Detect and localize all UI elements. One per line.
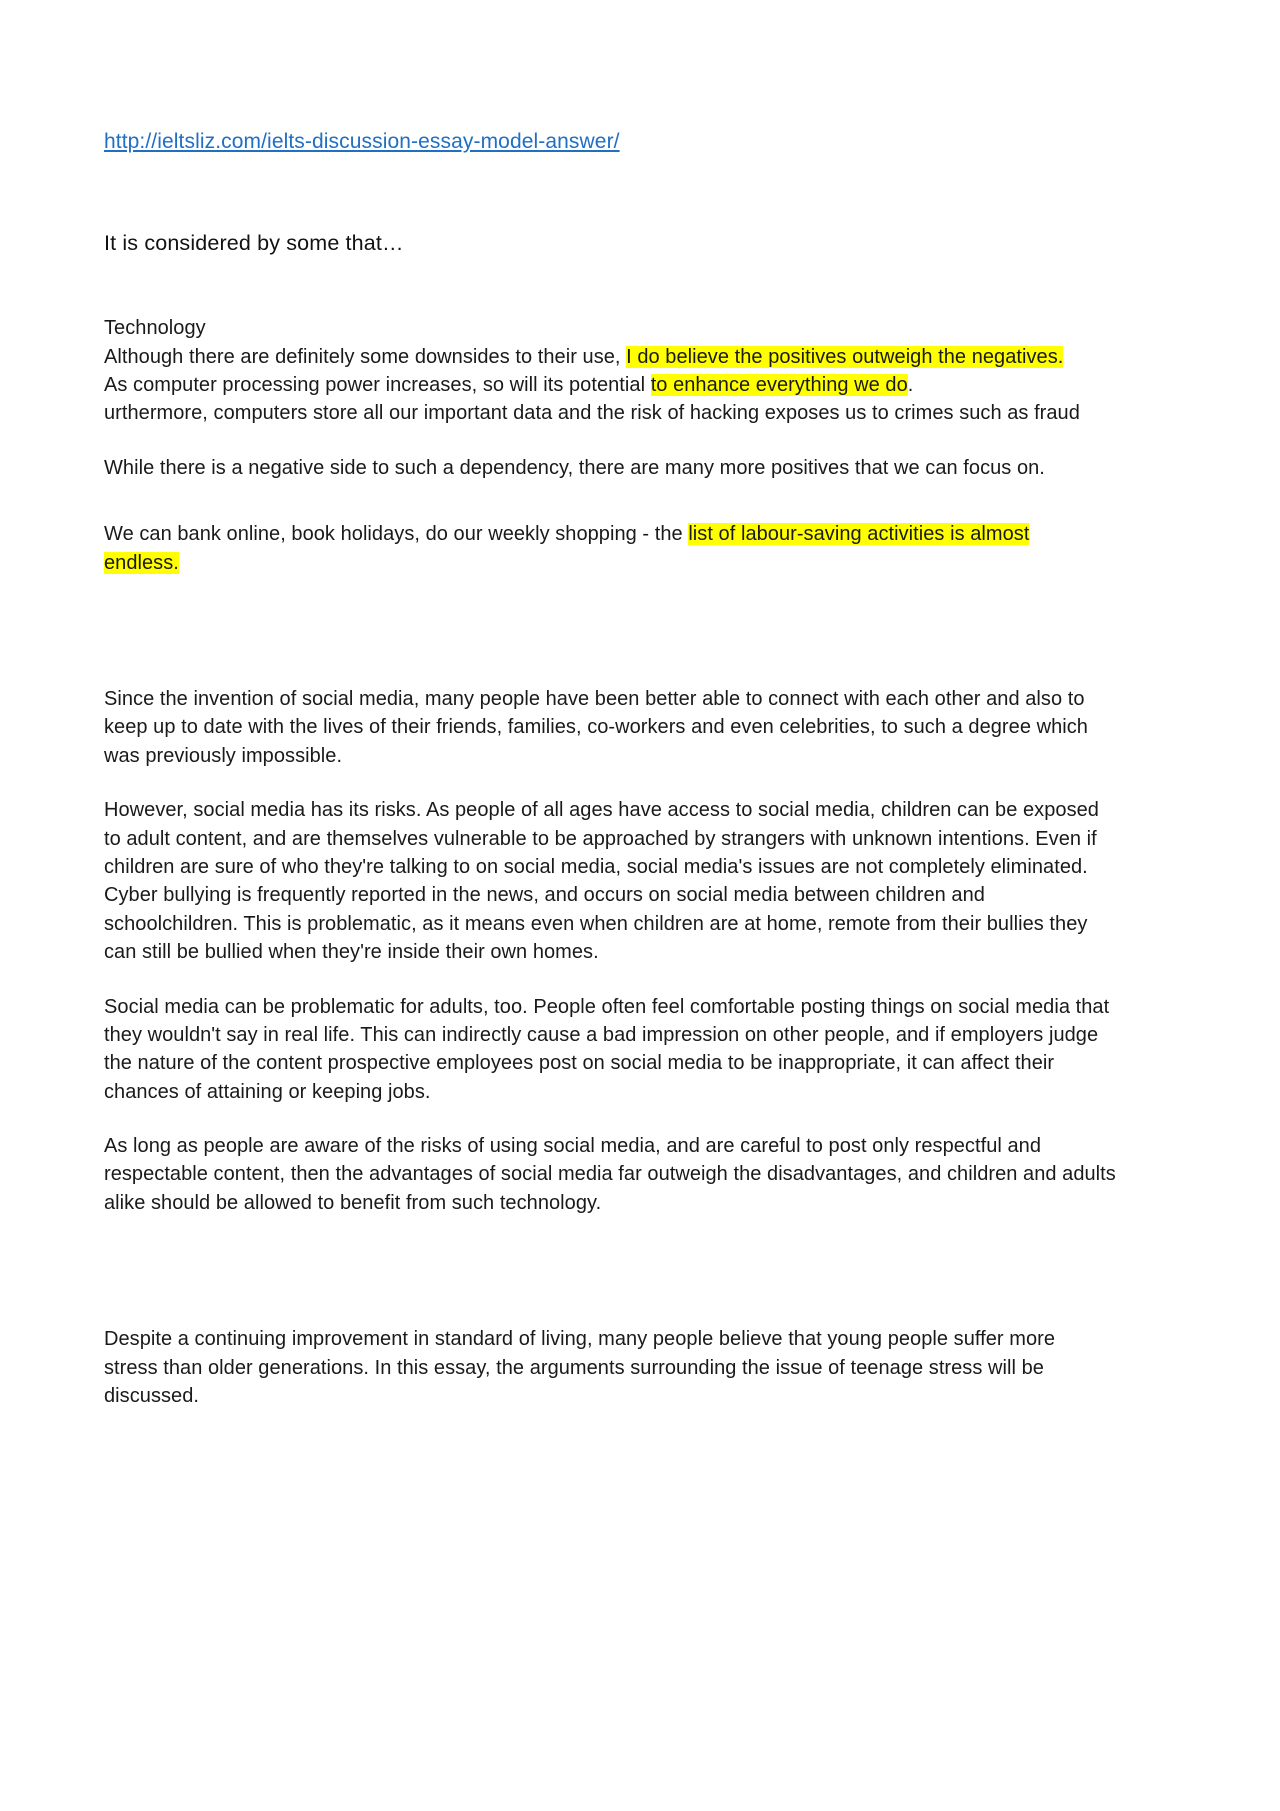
technology-line-2-suffix: . <box>907 374 914 397</box>
technology-line-2 <box>104 371 1104 399</box>
stress-section <box>104 1325 1170 1410</box>
technology-section <box>104 314 1170 577</box>
spacer-tech-mid <box>104 482 1170 520</box>
technology-line-1-text: Although there are definitely some downsides to their use, <box>104 345 627 368</box>
spacer-before-social <box>104 577 1170 685</box>
technology-heading: Technology <box>104 317 206 340</box>
technology-paragraph-3 <box>104 520 1104 577</box>
social-paragraph-4: As long as people are aware of the risks of using social media, and are careful to post only respectful and respectable content, then the advantages of social media far outweigh the disadvantages, and children and adults alike should be allowed to benefit from such technology. <box>104 1135 1116 1214</box>
social-media-section <box>104 685 1170 1217</box>
source-url-row <box>104 128 1170 156</box>
technology-line-1-highlight: I do believe the positives outweigh the negatives. <box>626 345 1064 368</box>
source-url-link[interactable]: http://ieltsliz.com/ielts-discussion-essay-model-answer/ <box>104 130 620 153</box>
technology-paragraph-2: While there is a negative side to such a dependency, there are many more positives that we can focus on. <box>104 456 1045 479</box>
page-title: It is considered by some that… <box>104 231 404 256</box>
spacer-before-stress <box>104 1217 1170 1325</box>
social-paragraph-3: Social media can be problematic for adults, too. People often feel comfortable posting things on social media that they wouldn't say in real life. This can indirectly cause a bad impression on other people, and if employers judge the nature of the content prospective employees post on social media to be inappropriate, it can affect their chances of attaining or keeping jobs. <box>104 995 1110 1103</box>
technology-line-2-text: As computer processing power increases, so will its potential <box>104 374 651 397</box>
technology-line-1 <box>104 343 1104 371</box>
stress-paragraph-1: Despite a continuing improvement in standard of living, many people believe that young people suffer more stress than older generations. In this essay, the arguments surrounding the issue of teenage stress will be discussed. <box>104 1328 1056 1408</box>
technology-paragraph-3-text: We can bank online, book holidays, do our weekly shopping - the <box>104 523 689 546</box>
spacer-after-link <box>104 156 1170 230</box>
spacer-after-title <box>104 258 1170 314</box>
technology-line-2-highlight: to enhance everything we do <box>650 374 908 397</box>
social-paragraph-1: Since the invention of social media, many people have been better able to connect with each other and also to keep up to date with the lives of their friends, families, co-workers and even celebrities, to such a degree which was previously impossible. <box>104 688 1088 767</box>
technology-line-3: urthermore, computers store all our important data and the risk of hacking exposes us to crimes such as fraud <box>104 402 1080 425</box>
technology-paragraph-3-highlight: list of labour-saving activities is almost endless. <box>104 523 1030 574</box>
social-paragraph-2: However, social media has its risks. As people of all ages have access to social media, children can be exposed to adult content, and are themselves vulnerable to be approached by strangers with unknown intentions. Even if children are sure of who they're talking to on social media, social media's issues are not completely eliminated. Cyber bullying is frequently reported in the news, and occurs on social media between children and schoolchildren. This is problematic, as it means even when children are at home, remote from their bullies they can still be bullied when they're inside their own homes. <box>104 799 1099 964</box>
